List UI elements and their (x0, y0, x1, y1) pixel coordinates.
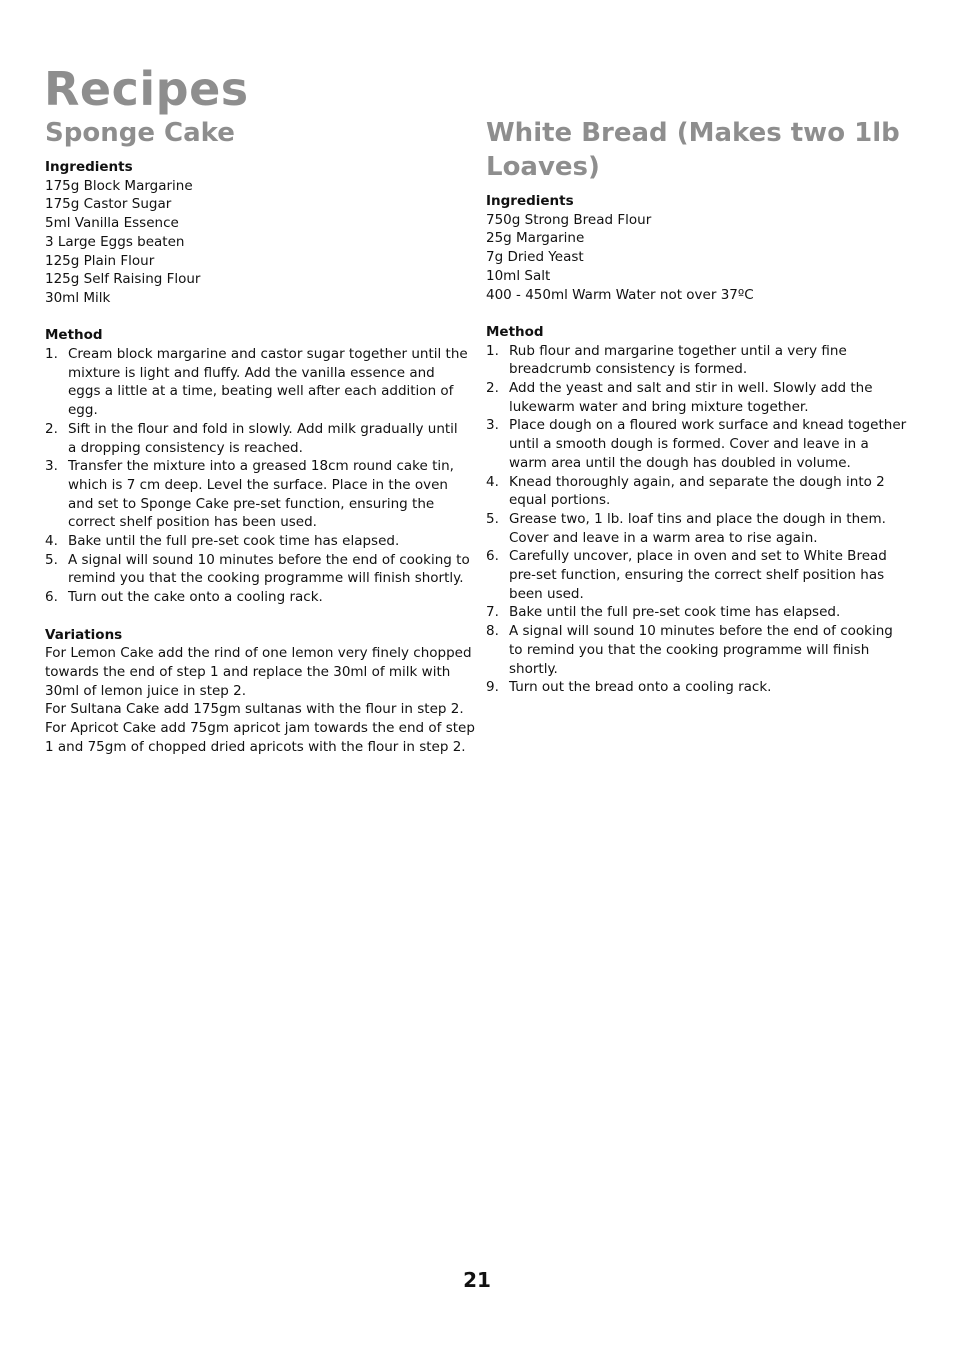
sponge-method-section (45, 326, 470, 607)
bread-ingredients-heading: Ingredients (486, 193, 574, 209)
white-bread-title: White Bread (Makes two 1lb Loaves) (486, 118, 900, 182)
ingredient-item: 25g Margarine (486, 230, 585, 247)
sponge-method-heading: Method (45, 327, 103, 344)
page-title: Recipes (44, 62, 249, 116)
step-number: 1. (486, 342, 499, 359)
method-step (486, 473, 910, 510)
method-step (486, 510, 910, 547)
step-text: A signal will sound 10 minutes before the end of cooking to remind you that the cooking programme will finish shortly. (68, 551, 470, 587)
step-text: Add the yeast and salt and stir in well. Slowly add the lukewarm water and bring mixture together. (509, 380, 873, 415)
step-text: Rub flour and margarine together until a very fine breadcrumb consistency is formed. (509, 342, 847, 378)
method-step (486, 342, 910, 379)
variation-line: For Apricot Cake add 75gm apricot jam towards the end of step (45, 720, 475, 737)
variation-line: For Lemon Cake add the rind of one lemon very finely chopped (45, 645, 472, 662)
method-step (45, 551, 470, 588)
step-text: Grease two, 1 lb. loaf tins and place the dough in them. Cover and leave in a warm area to rise again. (509, 510, 886, 546)
step-number: 6. (486, 548, 499, 565)
sponge-variations-section (45, 626, 475, 757)
bread-method-heading: Method (486, 323, 544, 340)
sponge-ingredients-heading: Ingredients (45, 159, 133, 175)
page-number: 21 (463, 1268, 491, 1292)
variation-line: 30ml of lemon juice in step 2. (45, 682, 247, 699)
method-step (486, 678, 910, 697)
ingredient-item: 10ml Salt (486, 267, 551, 284)
bread-ingredients-section (486, 192, 910, 304)
ingredient-item: 175g Block Margarine (45, 177, 193, 194)
step-number: 8. (486, 623, 499, 640)
method-step (486, 416, 910, 472)
step-number: 9. (486, 679, 499, 696)
sponge-variations-heading: Variations (45, 626, 123, 643)
step-text: Cream block margarine and castor sugar together until the mixture is light and fluffy. Add the vanilla essence and eggs a little at a time, beating well after each addition of egg. (68, 346, 468, 419)
step-text: Carefully uncover, place in oven and set to White Bread pre-set function, ensuring the correct shelf position has been used. (509, 548, 887, 602)
method-step (45, 532, 470, 551)
step-number: 3. (45, 458, 58, 475)
method-step (486, 622, 910, 678)
step-text: A signal will sound 10 minutes before the end of cooking to remind you that the cooking programme will finish shortly. (509, 623, 893, 677)
method-step (45, 588, 470, 607)
method-step (486, 379, 910, 416)
step-text: Turn out the bread onto a cooling rack. (509, 679, 772, 696)
white-bread-recipe (486, 116, 910, 716)
ingredient-item: 3 Large Eggs beaten (45, 233, 185, 250)
variation-line: towards the end of step 1 and replace the 30ml of milk with (45, 663, 451, 680)
ingredient-item: 175g Castor Sugar (45, 196, 172, 213)
step-number: 5. (486, 510, 499, 527)
step-text: Bake until the full pre-set cook time has elapsed. (509, 604, 841, 621)
step-number: 5. (45, 551, 58, 568)
step-number: 3. (486, 417, 499, 434)
sponge-cake-title: Sponge Cake (45, 118, 235, 148)
ingredient-item: 30ml Milk (45, 289, 111, 306)
ingredient-item: 7g Dried Yeast (486, 249, 584, 266)
bread-method-section (486, 323, 910, 697)
step-number: 6. (45, 589, 58, 606)
bread-method-list (486, 342, 910, 697)
ingredient-item: 400 - 450ml Warm Water not over 37ºC (486, 286, 754, 303)
step-text: Knead thoroughly again, and separate the dough into 2 equal portions. (509, 473, 885, 509)
sponge-cake-recipe (45, 116, 475, 775)
method-step (486, 547, 910, 603)
sponge-ingredients-section (45, 158, 470, 308)
step-number: 2. (45, 420, 58, 437)
ingredient-item: 5ml Vanilla Essence (45, 215, 179, 232)
variation-line: For Sultana Cake add 175gm sultanas with the flour in step 2. (45, 701, 464, 718)
method-step (45, 345, 470, 420)
step-text: Bake until the full pre-set cook time has elapsed. (68, 533, 400, 550)
step-number: 2. (486, 380, 499, 397)
variation-line: 1 and 75gm of chopped dried apricots with the flour in step 2. (45, 738, 466, 755)
method-step (486, 603, 910, 622)
ingredient-item: 750g Strong Bread Flour (486, 211, 652, 228)
ingredient-item: 125g Self Raising Flour (45, 271, 201, 288)
step-number: 1. (45, 346, 58, 363)
step-text: Transfer the mixture into a greased 18cm round cake tin, which is 7 cm deep. Level the surface. Place in the oven and set to Sponge Cake pre-set function, ensuring the correct shelf position has been used. (68, 458, 454, 531)
step-number: 4. (45, 533, 58, 550)
ingredient-item: 125g Plain Flour (45, 252, 155, 269)
step-number: 7. (486, 604, 499, 621)
sponge-method-list (45, 345, 470, 607)
step-text: Place dough on a floured work surface and knead together until a smooth dough is formed. Cover and leave in a warm area until the dough has doubled in volume. (509, 417, 907, 471)
method-step (45, 457, 470, 532)
step-text: Turn out the cake onto a cooling rack. (68, 589, 323, 606)
step-number: 4. (486, 473, 499, 490)
method-step (45, 420, 470, 457)
step-text: Sift in the flour and fold in slowly. Add milk gradually until a dropping consistency is reached. (68, 420, 458, 456)
